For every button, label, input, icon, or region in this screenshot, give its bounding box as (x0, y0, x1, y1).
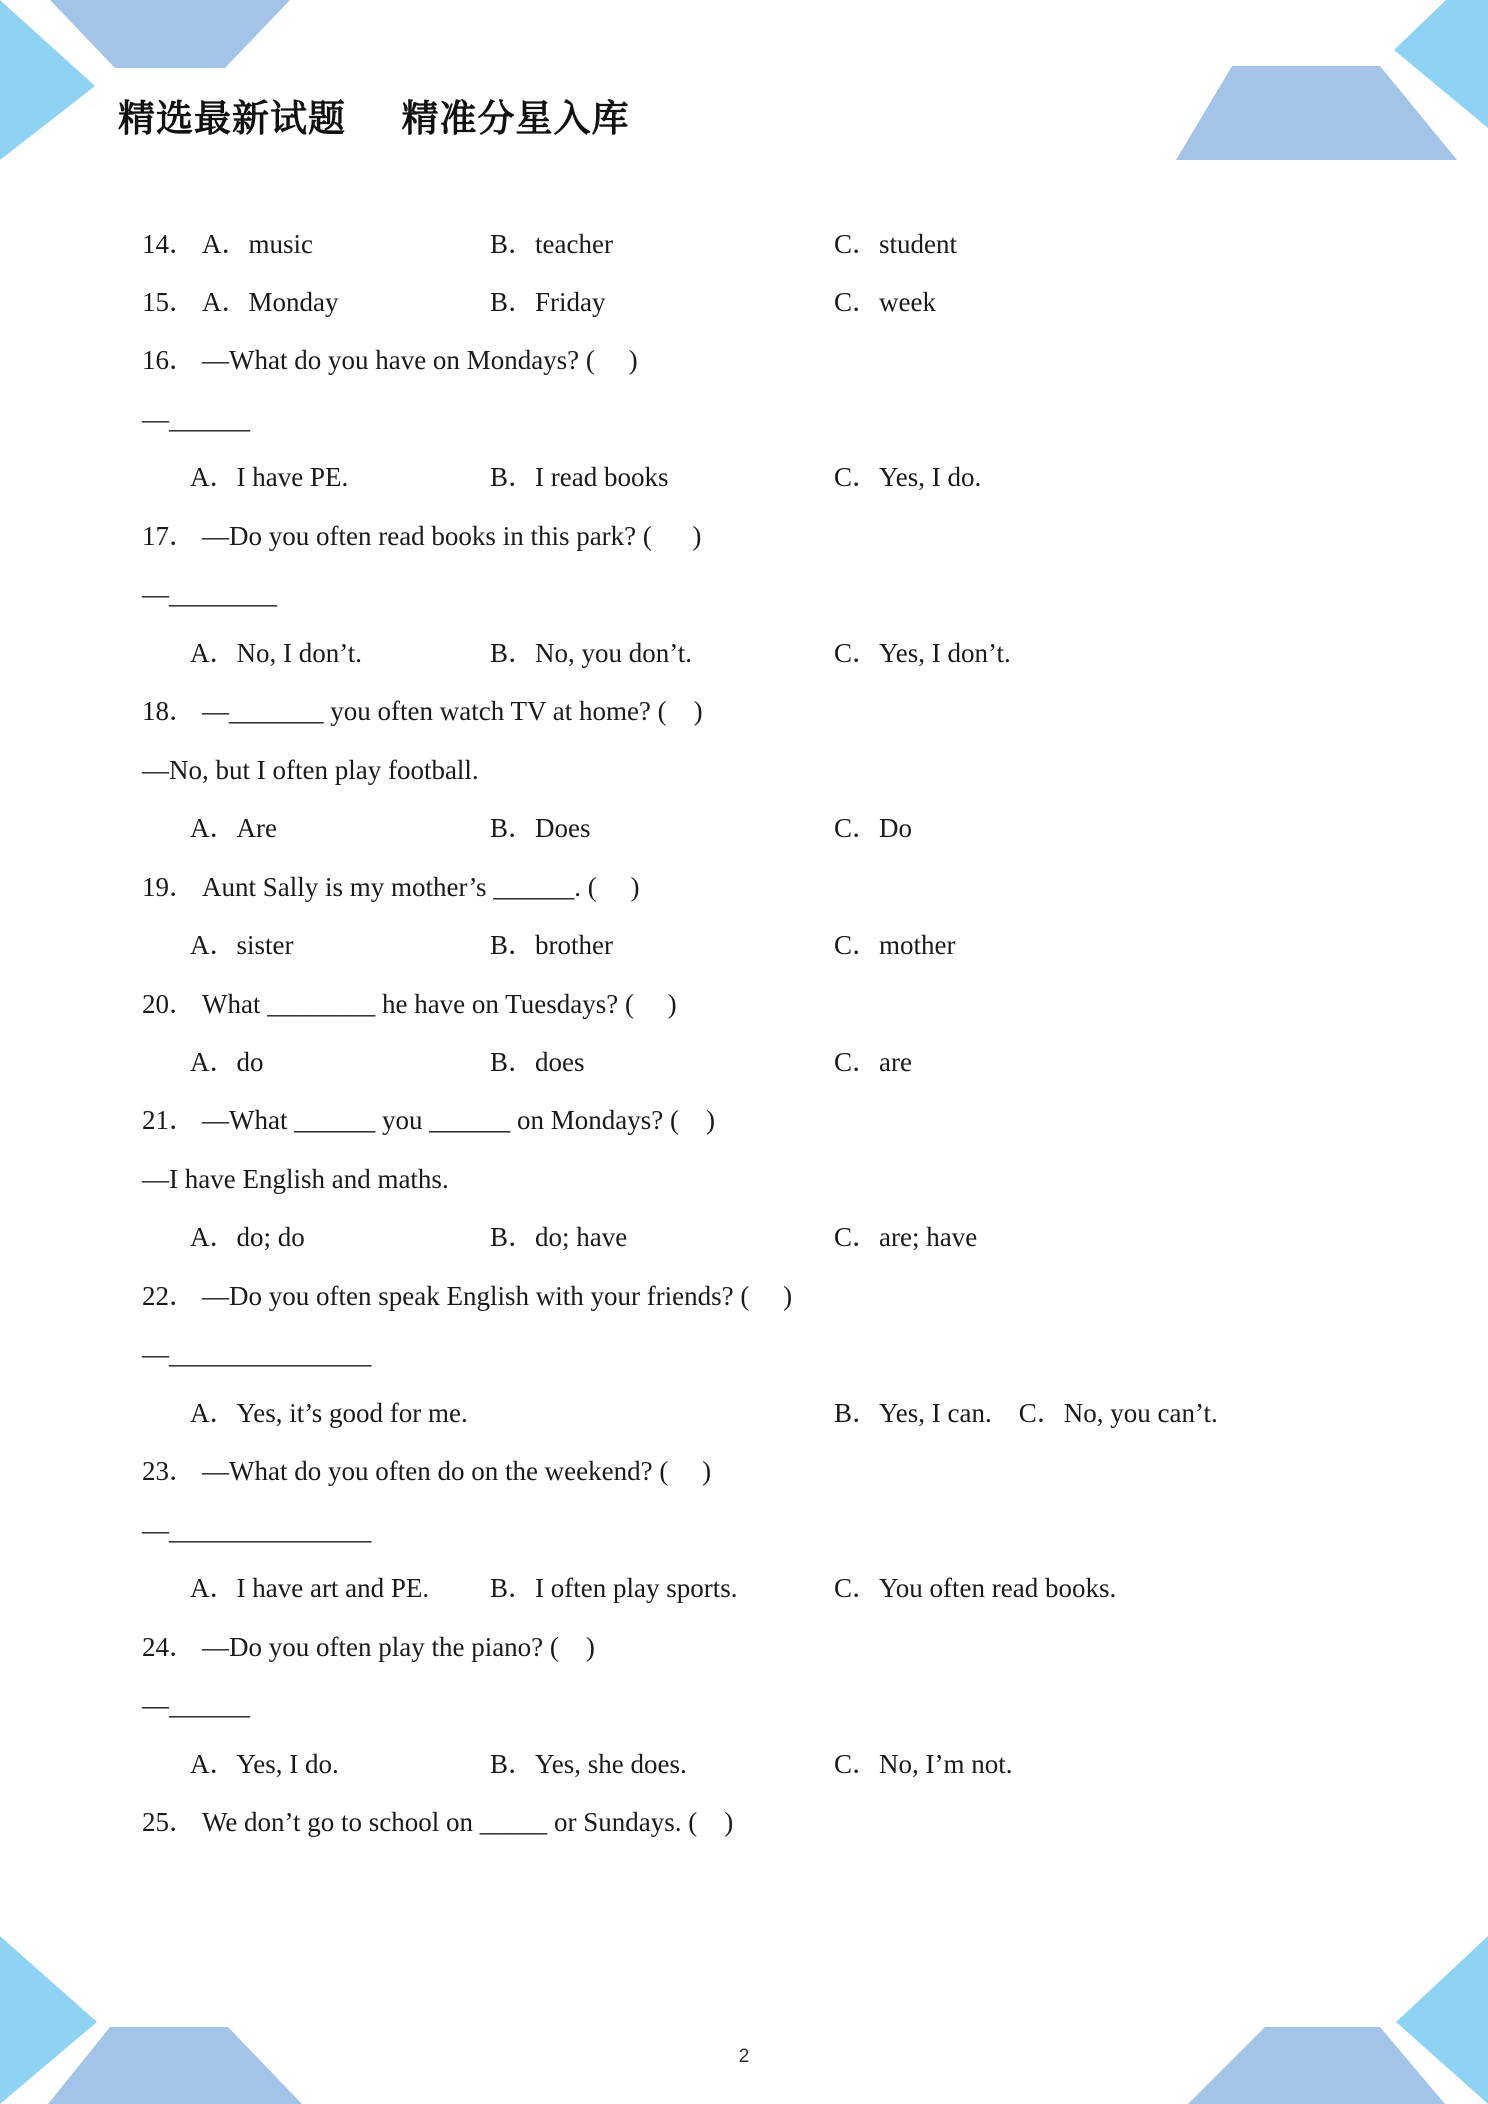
question-number: 14． (142, 229, 196, 259)
question-option: B．Friday (490, 287, 606, 317)
question-stem: We don’t go to school on _____ or Sundays. ( ) (202, 1807, 734, 1837)
question-option: A．No, I don’t. (190, 638, 362, 668)
bottom-right-corner-decoration (1188, 1936, 1488, 2104)
question-number: 21． (142, 1105, 196, 1135)
top-right-corner-decoration (1176, 0, 1488, 160)
question-option: B．Yes, I can. C．No, you can’t. (834, 1398, 1218, 1428)
header-title: 精选最新试题 精准分星入库 (118, 97, 630, 140)
question-option: C．Do (834, 813, 913, 843)
question-option: C．Yes, I do. (834, 462, 982, 492)
question-stem: —Do you often play the piano? ( ) (202, 1632, 595, 1662)
question-option: B．teacher (490, 229, 613, 259)
question-stem: Aunt Sally is my mother’s ______. ( ) (202, 872, 640, 902)
question-reply: —_______________ (142, 1339, 372, 1369)
question-option: A．I have art and PE. (190, 1573, 430, 1603)
question-reply: —______ (142, 404, 250, 434)
question-option: C．are (834, 1047, 912, 1077)
question-stem: —Do you often read books in this park? ( ) (202, 521, 702, 551)
question-option: B．does (490, 1047, 585, 1077)
question-option: B．I read books (490, 462, 669, 492)
question-option: C．week (834, 287, 936, 317)
question-number: 23． (142, 1456, 196, 1486)
bottom-left-corner-decoration (0, 1936, 302, 2104)
question-reply: —________ (142, 579, 277, 609)
question-option: C．student (834, 229, 958, 259)
question-option: A．I have PE. (190, 462, 349, 492)
question-number: 17． (142, 521, 196, 551)
question-option: A．Yes, it’s good for me. (190, 1398, 468, 1428)
question-number: 22． (142, 1281, 196, 1311)
question-number: 15． (142, 287, 196, 317)
question-number: 24． (142, 1632, 196, 1662)
question-option: B．I often play sports. (490, 1573, 738, 1603)
question-option: C．mother (834, 930, 956, 960)
question-option: B．No, you don’t. (490, 638, 693, 668)
question-option: C．Yes, I don’t. (834, 638, 1011, 668)
page-number: 2 (738, 2046, 750, 2067)
question-stem: —What do you have on Mondays? ( ) (202, 345, 638, 375)
question-number: 16． (142, 345, 196, 375)
question-stem: —What do you often do on the weekend? ( ) (202, 1456, 712, 1486)
question-option: B．do; have (490, 1222, 628, 1252)
question-stem: —_______ you often watch TV at home? ( ) (202, 696, 703, 726)
question-option: A．Yes, I do. (190, 1749, 339, 1779)
question-option: A．do; do (190, 1222, 305, 1252)
question-option: A．Are (190, 813, 277, 843)
question-stem: —Do you often speak English with your friends? ( ) (202, 1281, 793, 1311)
question-option: C．You often read books. (834, 1573, 1117, 1603)
question-number: 19． (142, 872, 196, 902)
question-number: 20． (142, 989, 196, 1019)
question-option: B．brother (490, 930, 613, 960)
question-option: A．sister (190, 930, 294, 960)
question-option: A．do (190, 1047, 264, 1077)
question-number: 18． (142, 696, 196, 726)
question-stem: What ________ he have on Tuesdays? ( ) (202, 989, 677, 1019)
question-reply: —No, but I often play football. (142, 755, 479, 785)
question-option: B．Yes, she does. (490, 1749, 687, 1779)
question-stem: —What ______ you ______ on Mondays? ( ) (202, 1105, 715, 1135)
question-reply: —I have English and maths. (142, 1164, 449, 1194)
question-option: A．Monday (202, 287, 339, 317)
question-option: C．are; have (834, 1222, 978, 1252)
question-option: C．No, I’m not. (834, 1749, 1013, 1779)
question-reply: —_______________ (142, 1515, 372, 1545)
question-option: B．Does (490, 813, 591, 843)
question-number: 25． (142, 1807, 196, 1837)
question-option: A．music (202, 229, 313, 259)
question-reply: —______ (142, 1690, 250, 1720)
